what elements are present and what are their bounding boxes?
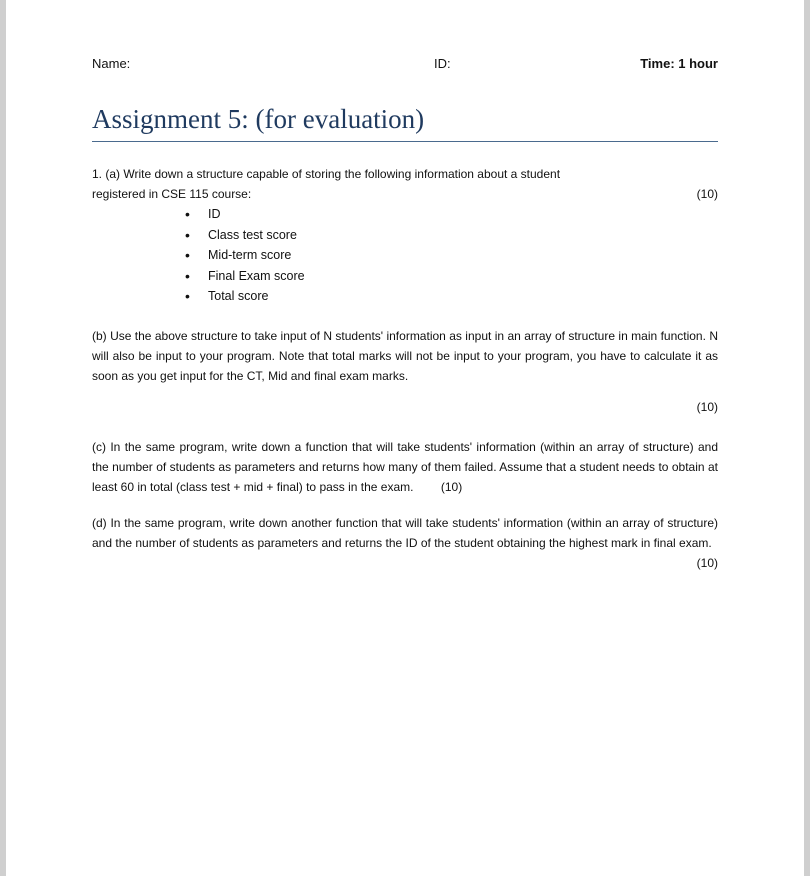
question-1c — [92, 437, 718, 497]
question-1d-marks: (10) — [696, 556, 718, 570]
list-item: • Total score — [92, 286, 305, 307]
header-row — [92, 56, 718, 74]
list-item: • Final Exam score — [92, 266, 305, 287]
question-1b: (b) Use the above structure to take input of N students' information as input in an array of structure in main function. N will also be input to your program. Note that total marks will not be input to your program, you have to calculate it as soon as you get input for the CT, Mid and final exam marks. — [92, 329, 718, 383]
question-1a-line2-row — [92, 184, 718, 204]
question-1d — [92, 513, 718, 573]
question-1a-line1: 1. (a) Write down a structure capable of storing the following information about a student — [92, 167, 561, 181]
question-1a-marks: (10) — [696, 187, 718, 201]
question-1c-marks: (10) — [440, 480, 463, 494]
name-label: Name: — [92, 56, 131, 71]
assignment-title: Assignment 5: (for evaluation) — [92, 104, 718, 142]
list-item: • Mid-term score — [92, 245, 305, 266]
list-item: • Class test score — [92, 225, 305, 246]
document-page — [6, 0, 804, 876]
question-1d-text: (d) In the same program, write down another function that will take students' information (within an array of structure) and the number of students as parameters and returns the ID of the student obtaining the highest mark in final exam. — [92, 516, 718, 550]
question-1a — [92, 164, 718, 204]
id-label: ID: — [434, 56, 451, 71]
field-list — [92, 204, 305, 307]
list-item: • ID — [92, 204, 305, 225]
question-1a-line2: registered in CSE 115 course: — [92, 187, 252, 201]
question-1b-marks: (10) — [696, 400, 718, 414]
time-label: Time: 1 hour — [640, 56, 718, 71]
question-1c-text: (c) In the same program, write down a function that will take students' information (within an array of structure) and the number of students as parameters and returns how many of them failed. Assume that a student needs to obtain at least 60 in total (class test + mid + final) to pass in the exam. — [92, 440, 718, 494]
